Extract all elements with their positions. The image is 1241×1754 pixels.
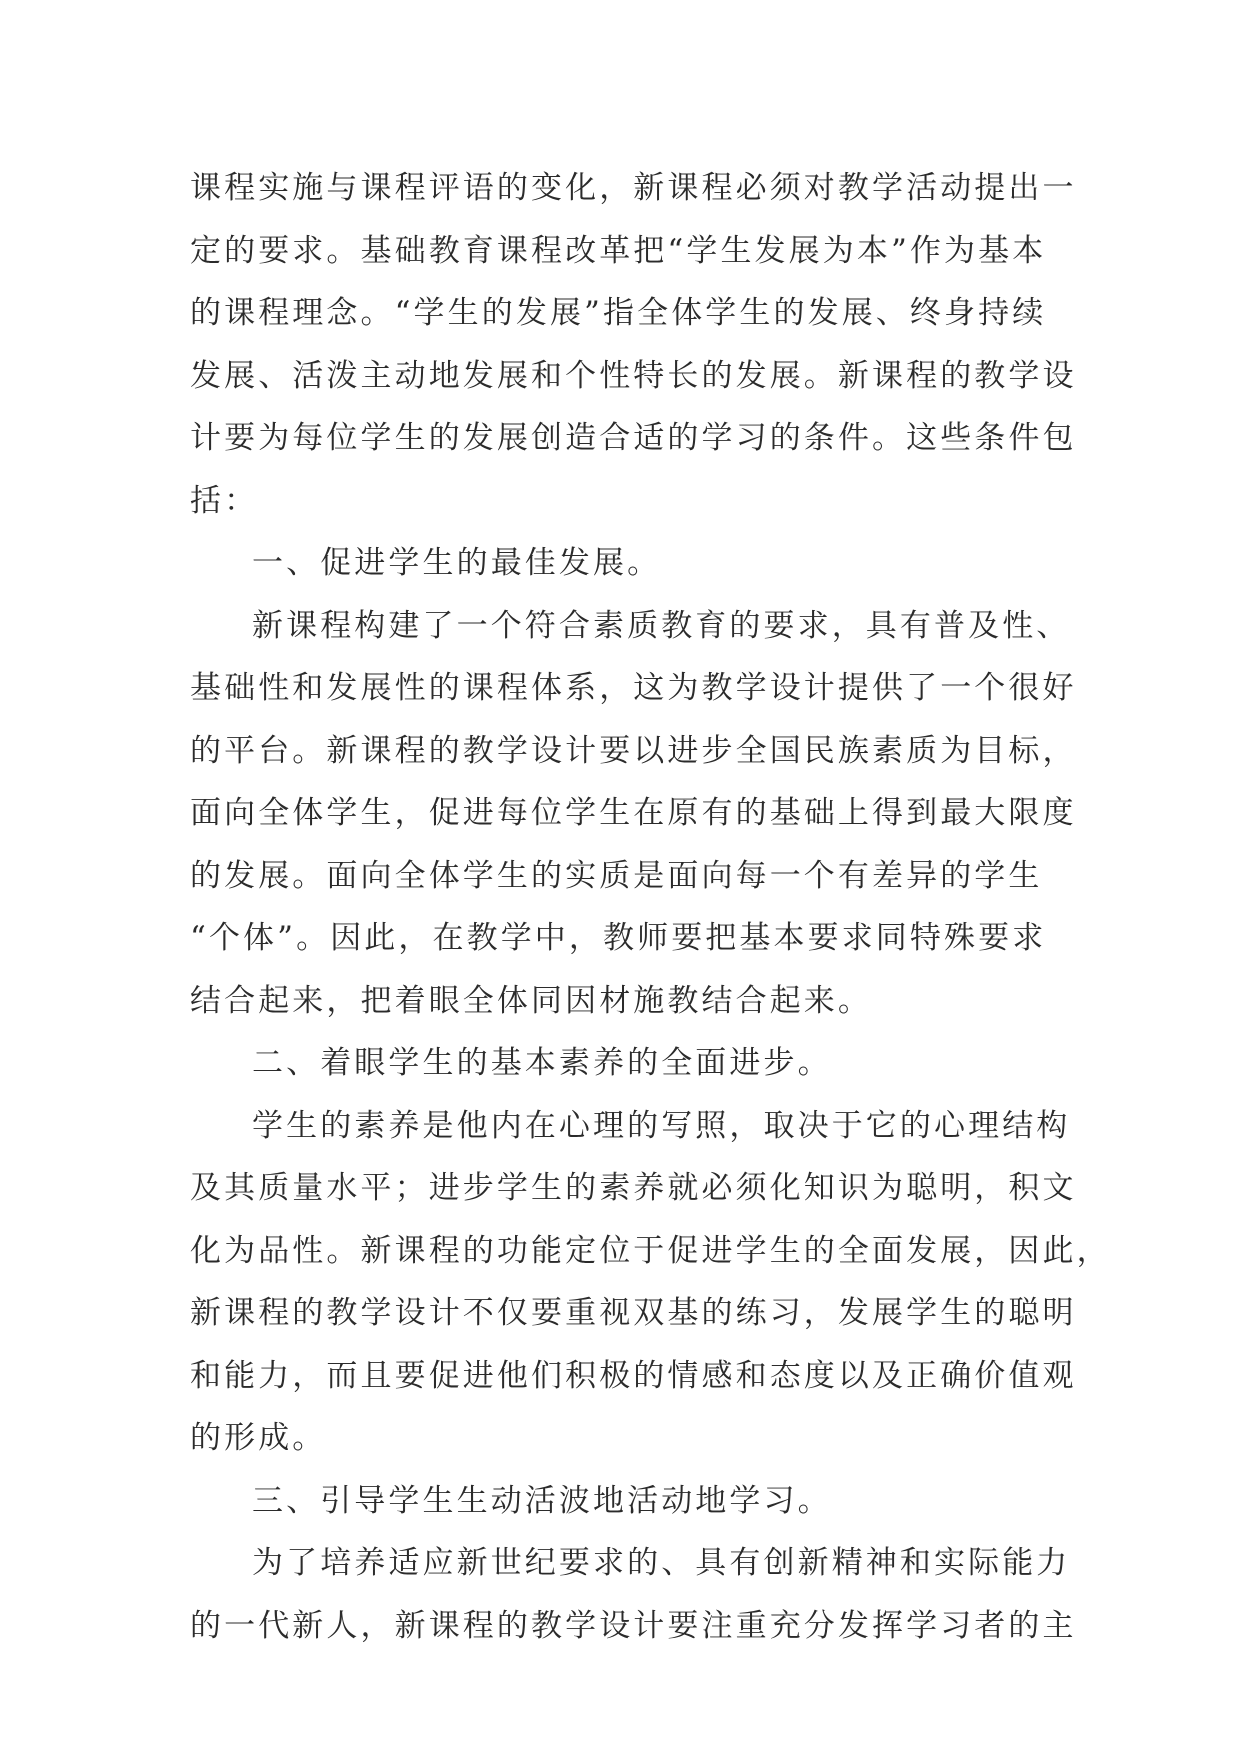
text-line: 定的要求。基础教育课程改革把“学生发展为本”作为基本 bbox=[190, 232, 1047, 269]
section-heading: 二、着眼学生的基本素养的全面进步。 bbox=[252, 1045, 832, 1081]
text-line: 面向全体学生，促进每位学生在原有的基础上得到最大限度 bbox=[190, 795, 1077, 831]
body-text bbox=[190, 157, 1111, 1657]
text-line: 和能力，而且要促进他们积极的情感和态度以及正确价值观 bbox=[190, 1357, 1077, 1394]
text-line: 新课程的教学设计不仅要重视双基的练习，发展学生的聪明 bbox=[190, 1295, 1077, 1331]
text-line: 学生的素养是他内在心理的写照，取决于它的心理结构 bbox=[252, 1107, 1071, 1144]
text-line: 及其质量水平；进步学生的素养就必须化知识为聪明，积文 bbox=[190, 1170, 1077, 1206]
text-line: 的课程理念。“学生的发展”指全体学生的发展、终身持续 bbox=[190, 295, 1047, 331]
section-heading: 三、引导学生生动活波地活动地学习。 bbox=[252, 1482, 832, 1519]
text-line: 计要为每位学生的发展创造合适的学习的条件。这些条件包 bbox=[190, 420, 1077, 456]
text-line: “个体”。因此，在教学中，教师要把基本要求同特殊要求 bbox=[190, 920, 1047, 956]
text-line: 化为品性。新课程的功能定位于促进学生的全面发展，因此， bbox=[190, 1232, 1111, 1269]
text-line: 的一代新人，新课程的教学设计要注重充分发挥学习者的主 bbox=[190, 1607, 1077, 1644]
text-line: 的发展。面向全体学生的实质是面向每一个有差异的学生 bbox=[190, 857, 1043, 894]
text-line: 的形成。 bbox=[190, 1420, 327, 1456]
text-line: 新课程构建了一个符合素质教育的要求，具有普及性、 bbox=[252, 607, 1071, 644]
text-line: 的平台。新课程的教学设计要以进步全国民族素质为目标， bbox=[190, 732, 1077, 769]
text-line: 基础性和发展性的课程体系，这为教学设计提供了一个很好 bbox=[190, 670, 1077, 706]
section-heading: 一、促进学生的最佳发展。 bbox=[252, 545, 662, 581]
text-line: 发展、活泼主动地发展和个性特长的发展。新课程的教学设 bbox=[190, 357, 1077, 394]
text-line: 括： bbox=[190, 482, 259, 519]
text-line: 结合起来，把着眼全体同因材施教结合起来。 bbox=[190, 982, 872, 1019]
text-line: 为了培养适应新世纪要求的、具有创新精神和实际能力 bbox=[252, 1545, 1071, 1581]
text-line: 课程实施与课程评语的变化，新课程必须对教学活动提出一 bbox=[190, 170, 1077, 206]
